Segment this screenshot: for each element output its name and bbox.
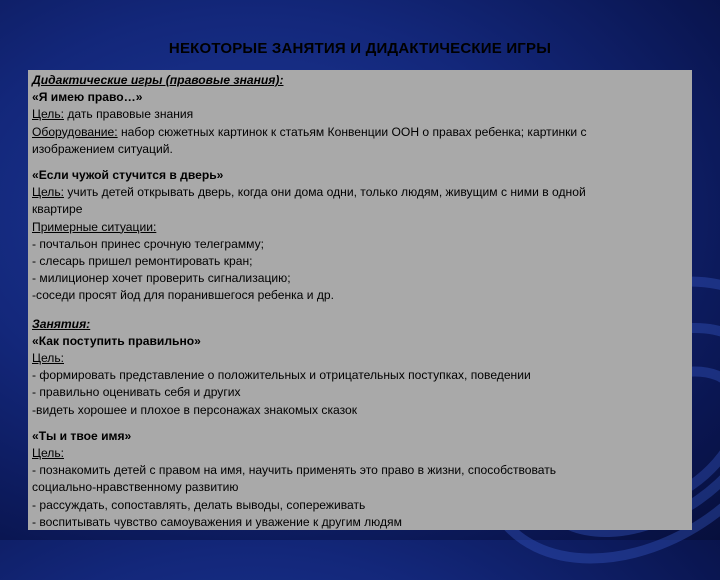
equipment-text-continued: изображением ситуаций.: [32, 141, 173, 156]
content-text: [32, 72, 686, 531]
section-didactic-games: [32, 72, 686, 158]
page-title: НЕКОТОРЫЕ ЗАНЯТИЯ И ДИДАКТИЧЕСКИЕ ИГРЫ: [168, 40, 552, 57]
spacer: [32, 158, 686, 167]
list-item: -видеть хорошее и плохое в персонажах знакомых сказок: [32, 402, 358, 417]
goal-text: учить детей открывать дверь, когда они дома одни, только людям, живущим с ними в одной: [64, 185, 586, 200]
list-item: - рассуждать, сопоставлять, делать выводы, сопереживать: [32, 497, 366, 512]
spacer: [32, 305, 686, 316]
list-item: социально-нравственному развитию: [32, 480, 239, 495]
list-item: - почтальон принес срочную телеграмму;: [32, 236, 265, 251]
goal-line: [32, 184, 686, 201]
game-title: «Я имею право…»: [32, 90, 143, 105]
list-item: - познакомить детей с правом на имя, научить применять это право в жизни, способствовать: [32, 463, 557, 478]
spacer: [32, 419, 686, 428]
goal-line: [32, 106, 686, 123]
list-item: - слесарь пришел ремонтировать кран;: [32, 254, 253, 269]
goal-label: Цель:: [32, 185, 64, 200]
equipment-line: [32, 124, 686, 141]
list-item: - правильно оценивать себя и других: [32, 385, 241, 400]
section-heading: Занятия:: [32, 316, 91, 331]
goal-text-continued: квартире: [32, 202, 83, 217]
lesson-title: «Как поступить правильно»: [32, 333, 201, 348]
content-panel: [28, 70, 692, 530]
list-item: - воспитывать чувство самоуважения и уважение к другим людям: [32, 514, 402, 529]
situations-label: Примерные ситуации:: [32, 219, 157, 234]
section-heading: Дидактические игры (правовые знания):: [32, 73, 284, 87]
list-item: - милиционер хочет проверить сигнализацию;: [32, 271, 291, 286]
section-name-lesson: [32, 428, 686, 531]
section-lessons: [32, 316, 686, 419]
list-item: -соседи просят йод для поранившегося ребенка и др.: [32, 288, 335, 303]
section-stranger-game: [32, 167, 686, 305]
goal-text: дать правовые знания: [64, 107, 194, 122]
goal-label: Цель:: [32, 446, 64, 461]
game-title: «Если чужой стучится в дверь»: [32, 168, 224, 183]
equipment-text: набор сюжетных картинок к статьям Конвенции ООН о правах ребенка; картинки с: [117, 124, 587, 139]
lesson-title: «Ты и твое имя»: [32, 428, 132, 443]
list-item: - формировать представление о положительных и отрицательных поступках, поведении: [32, 368, 531, 383]
goal-label: Цель:: [32, 107, 64, 122]
equipment-label: Оборудование:: [32, 124, 118, 139]
goal-label: Цель:: [32, 351, 64, 366]
